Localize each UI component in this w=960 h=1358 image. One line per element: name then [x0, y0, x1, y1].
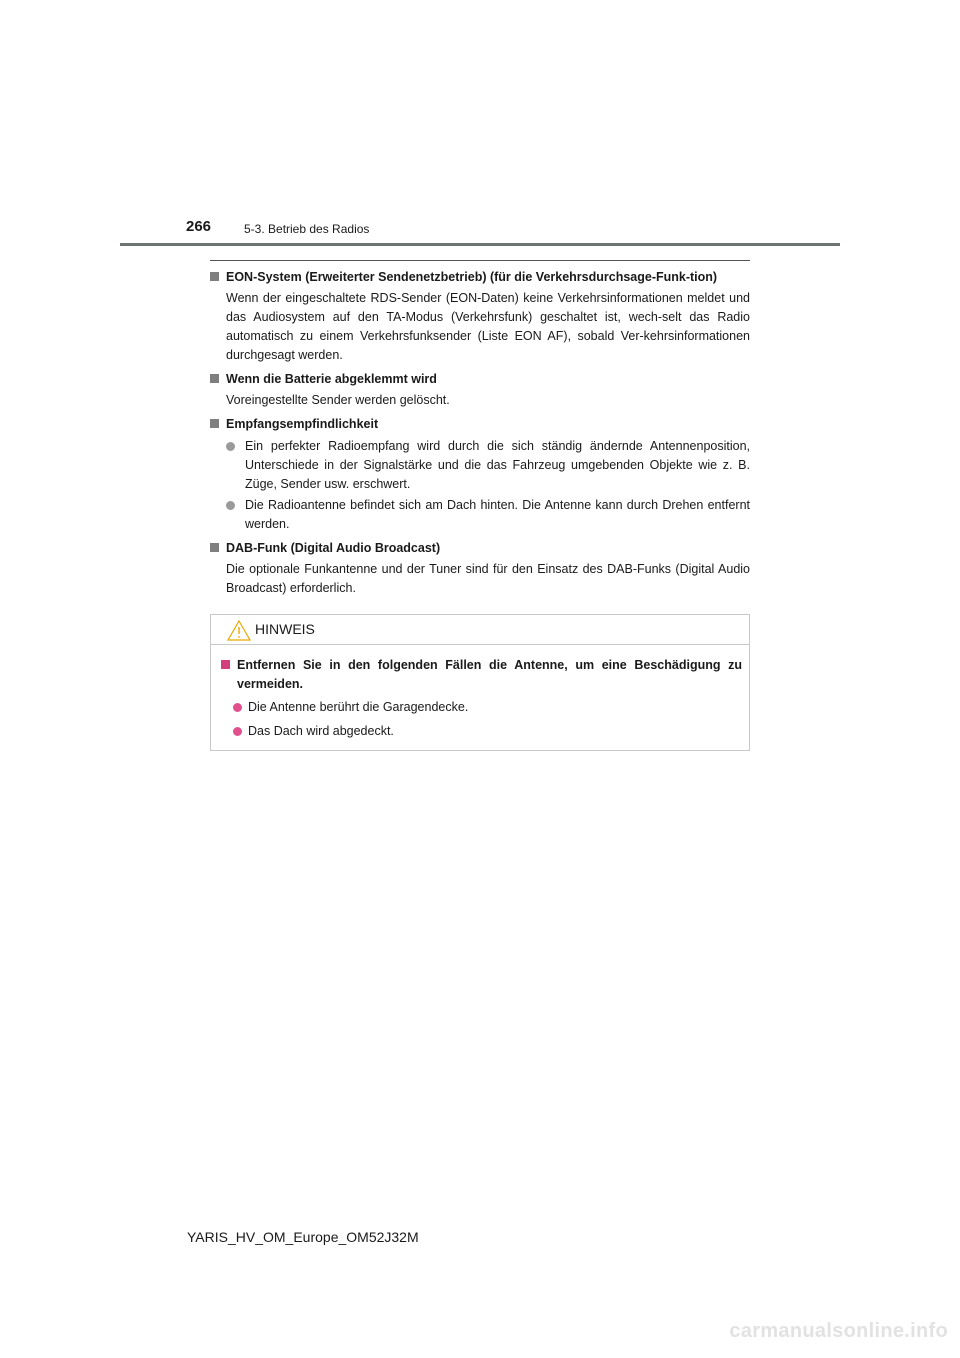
section-text: Die optionale Funkantenne und der Tuner sind für den Einsatz des DAB-Funks (Digital Audio Broadcast) erforderlich.	[226, 562, 750, 595]
section-text: Wenn der eingeschaltete RDS-Sender (EON-Daten) keine Verkehrsinformationen meldet und das Audiosystem auf den TA-Modus (Verkehrsfunk) geschaltet ist, wech-selt das Radio automatisch zu einem Verkehrsfunksender (Liste EON AF), sobald Ver-kehrsinformationen durchgesagt werden.	[226, 291, 750, 362]
square-bullet-icon	[210, 268, 226, 288]
round-bullet-icon	[226, 501, 235, 510]
content-top-rule	[210, 260, 750, 261]
notice-title: HINWEIS	[255, 621, 315, 637]
notice-box	[210, 614, 750, 751]
page-number: 266	[186, 218, 212, 235]
list-item: Ein perfekter Radioempfang wird durch die sich ständig ändernde Antennenposition, Unterschiede in der Signalstärke und die das Fahrzeug umgebenden Objekte wie z. B. Züge, Sender usw. erschwert.	[210, 437, 750, 494]
section-heading: EON-System (Erweiterter Sendenetzbetrieb) (für die Verkehrsdurchsage-Funk-tion)	[226, 270, 718, 284]
chapter-title: 5-3. Betrieb des Radios	[244, 222, 370, 236]
round-bullet-icon	[233, 703, 242, 712]
list-item: Die Antenne berührt die Garagendecke.	[221, 698, 742, 718]
section-heading: Wenn die Batterie abgeklemmt wird	[226, 372, 437, 386]
square-bullet-icon	[210, 415, 226, 435]
round-bullet-icon	[226, 442, 235, 451]
section-dab	[210, 539, 750, 598]
square-bullet-icon	[210, 370, 226, 390]
notice-heading: Entfernen Sie in den folgenden Fällen die Antenne, um eine Beschädigung zu vermeiden.	[237, 658, 742, 691]
main-content	[210, 260, 750, 603]
section-heading: DAB-Funk (Digital Audio Broadcast)	[226, 541, 441, 555]
square-bullet-icon	[221, 656, 237, 694]
list-item: Die Radioantenne befindet sich am Dach hinten. Die Antenne kann durch Drehen entfernt werden.	[210, 496, 750, 534]
watermark: carmanualsonline.info	[729, 1320, 948, 1342]
warning-triangle-icon	[227, 620, 251, 641]
header-rule	[120, 243, 840, 246]
square-bullet-icon	[210, 539, 226, 559]
notice-body	[211, 645, 749, 742]
section-battery	[210, 370, 750, 410]
list-item: Das Dach wird abgedeckt.	[221, 722, 742, 742]
footer-doc-id: YARIS_HV_OM_Europe_OM52J32M	[187, 1229, 419, 1245]
section-reception	[210, 415, 750, 534]
round-bullet-icon	[233, 727, 242, 736]
notice-header	[211, 615, 749, 645]
section-text: Voreingestellte Sender werden gelöscht.	[226, 393, 450, 407]
section-eon-system	[210, 268, 750, 365]
section-heading: Empfangsempfindlichkeit	[226, 417, 379, 431]
